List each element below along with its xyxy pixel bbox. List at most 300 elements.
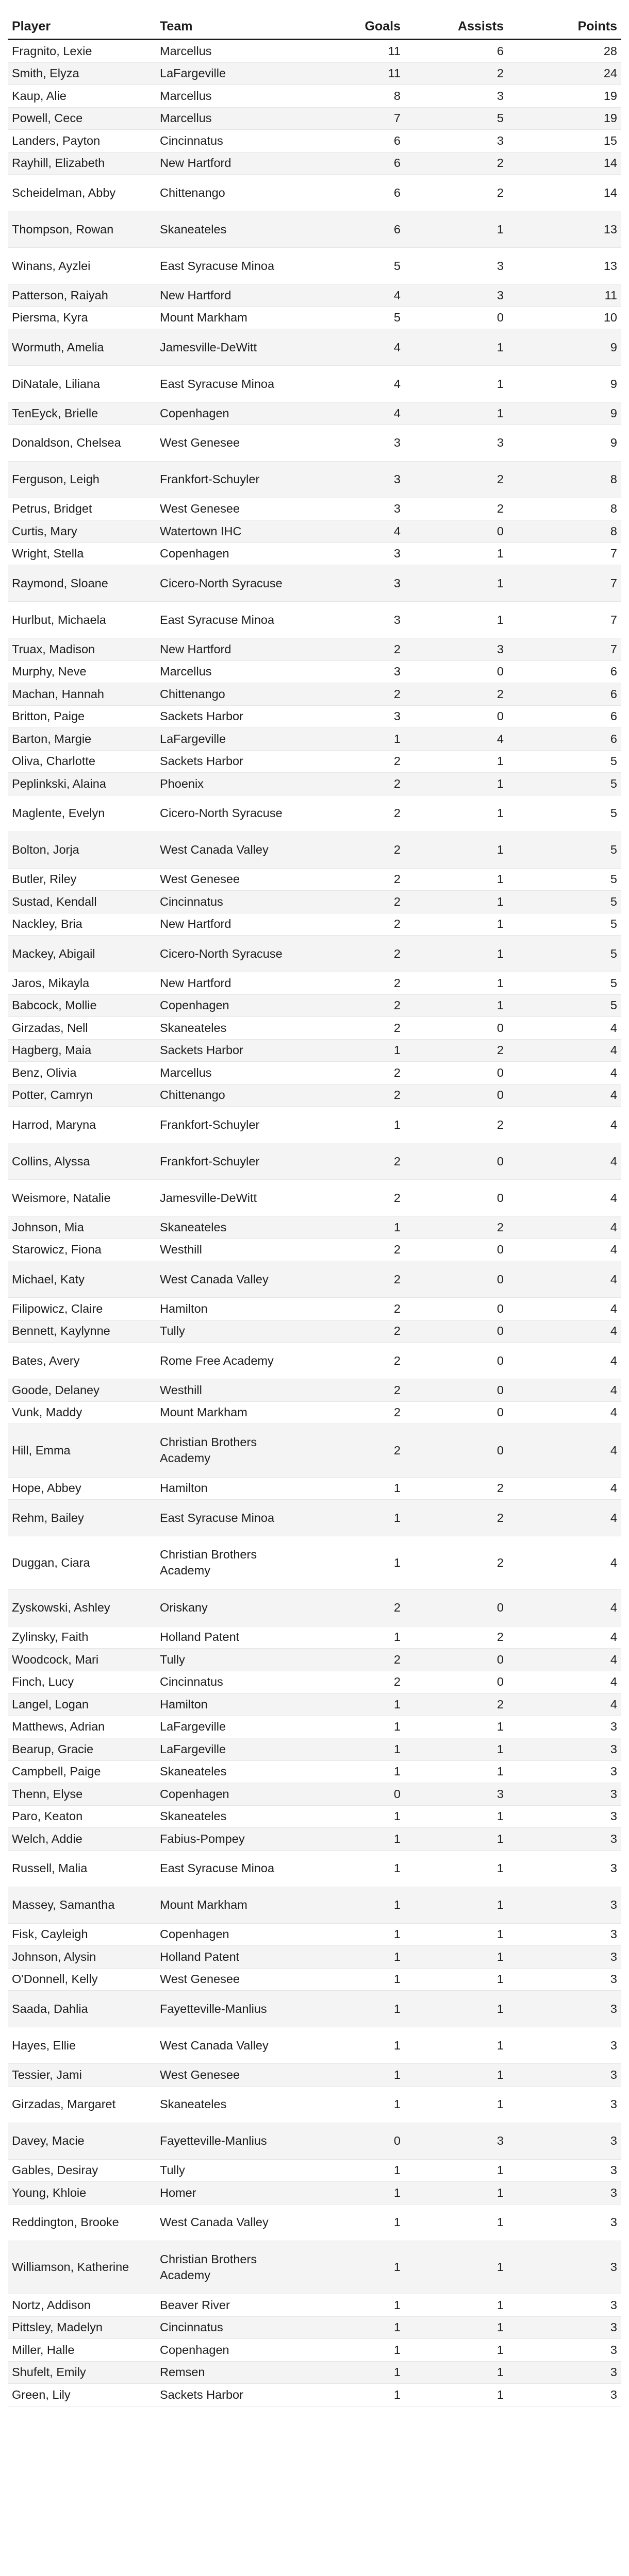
cell-goals: 2 xyxy=(393,776,401,790)
cell-points: 3 xyxy=(610,1787,617,1801)
cell-assists: 1 xyxy=(496,2298,504,2312)
cell-assists: 1 xyxy=(496,946,504,960)
cell-team: Cincinnatus xyxy=(160,2320,223,2334)
cell-assists: 0 xyxy=(496,709,504,723)
cell-player: Oliva, Charlotte xyxy=(12,754,95,768)
cell-points: 3 xyxy=(610,2067,617,2081)
cell-points: 19 xyxy=(603,111,617,125)
table-row xyxy=(8,1783,621,1806)
cell-points: 5 xyxy=(610,917,617,931)
cell-assists: 1 xyxy=(496,976,504,990)
cell-team: East Syracuse Minoa xyxy=(160,377,275,391)
cell-team: West Genesee xyxy=(160,872,240,886)
cell-goals: 3 xyxy=(393,613,401,626)
cell-player: Welch, Addie xyxy=(12,1832,82,1845)
table-row xyxy=(8,1017,621,1040)
cell-goals: 1 xyxy=(393,2185,401,2199)
cell-points: 8 xyxy=(610,472,617,486)
cell-team: Tully xyxy=(160,1652,185,1666)
cell-goals: 1 xyxy=(393,1927,401,1941)
cell-team: New Hartford xyxy=(160,642,231,656)
cell-team: West Canada Valley xyxy=(160,2038,269,2052)
cell-points: 3 xyxy=(610,1742,617,1756)
cell-team: Sackets Harbor xyxy=(160,1043,243,1057)
cell-assists: 3 xyxy=(496,133,504,147)
cell-player: Bates, Avery xyxy=(12,1353,80,1367)
cell-team: Chittenango xyxy=(160,1088,225,1102)
cell-team: Watertown IHC xyxy=(160,524,242,538)
cell-points: 7 xyxy=(610,613,617,626)
cell-goals: 6 xyxy=(393,185,401,199)
stats-table xyxy=(8,14,621,2406)
cell-assists: 1 xyxy=(496,2365,504,2379)
cell-player: Wormuth, Amelia xyxy=(12,340,104,354)
table-row xyxy=(8,638,621,661)
cell-assists: 0 xyxy=(496,311,504,325)
cell-assists: 0 xyxy=(496,1301,504,1315)
cell-team: Oriskany xyxy=(160,1601,208,1614)
cell-team: New Hartford xyxy=(160,156,231,170)
header-team[interactable]: Team xyxy=(160,19,193,33)
cell-team: Skaneateles xyxy=(160,2097,227,2111)
cell-points: 3 xyxy=(610,1898,617,1911)
cell-goals: 1 xyxy=(393,1861,401,1875)
cell-player: Finch, Lucy xyxy=(12,1675,74,1689)
cell-team: Cincinnatus xyxy=(160,1675,223,1689)
cell-points: 4 xyxy=(610,1443,617,1457)
cell-assists: 2 xyxy=(496,502,504,516)
cell-team: Fayetteville-Manlius xyxy=(160,2134,267,2147)
cell-assists: 0 xyxy=(496,1154,504,1168)
cell-goals: 1 xyxy=(393,2387,401,2401)
cell-player: Shufelt, Emily xyxy=(12,2365,86,2379)
cell-goals: 1 xyxy=(393,1117,401,1131)
cell-team: Mount Markham xyxy=(160,311,247,325)
table-row xyxy=(8,1693,621,1716)
cell-player: Maglente, Evelyn xyxy=(12,806,105,820)
cell-points: 13 xyxy=(603,222,617,236)
cell-player: Murphy, Neve xyxy=(12,665,87,679)
cell-assists: 3 xyxy=(496,2134,504,2147)
table-row xyxy=(8,936,621,972)
cell-team: Holland Patent xyxy=(160,1950,240,1963)
table-row xyxy=(8,248,621,284)
cell-points: 4 xyxy=(610,1697,617,1711)
cell-team: Copenhagen xyxy=(160,547,229,561)
cell-team: Cicero-North Syracuse xyxy=(160,946,283,960)
cell-team: Christian Brothers Academy xyxy=(160,2252,257,2282)
cell-team: Marcellus xyxy=(160,665,212,679)
cell-goals: 4 xyxy=(393,524,401,538)
cell-assists: 5 xyxy=(496,111,504,125)
cell-player: Johnson, Mia xyxy=(12,1220,84,1234)
cell-assists: 2 xyxy=(496,1117,504,1131)
header-assists[interactable]: Assists xyxy=(458,19,504,33)
cell-assists: 1 xyxy=(496,2320,504,2334)
table-row xyxy=(8,130,621,152)
table-row xyxy=(8,1649,621,1671)
cell-assists: 1 xyxy=(496,1765,504,1778)
cell-player: Powell, Cece xyxy=(12,111,83,125)
cell-assists: 1 xyxy=(496,872,504,886)
cell-goals: 1 xyxy=(393,1898,401,1911)
cell-assists: 0 xyxy=(496,1191,504,1205)
cell-team: Remsen xyxy=(160,2365,205,2379)
cell-player: Wright, Stella xyxy=(12,547,84,561)
cell-assists: 1 xyxy=(496,2260,504,2274)
cell-points: 3 xyxy=(610,2185,617,2199)
cell-team: Phoenix xyxy=(160,776,204,790)
cell-goals: 2 xyxy=(393,894,401,908)
table-row xyxy=(8,498,621,521)
table-row xyxy=(8,565,621,602)
cell-goals: 5 xyxy=(393,259,401,273)
cell-assists: 1 xyxy=(496,2002,504,2015)
cell-assists: 0 xyxy=(496,1601,504,1614)
cell-points: 11 xyxy=(604,288,617,302)
table-row xyxy=(8,366,621,402)
cell-team: Jamesville-DeWitt xyxy=(160,340,257,354)
cell-assists: 1 xyxy=(496,843,504,856)
table-row xyxy=(8,2182,621,2205)
table-row xyxy=(8,211,621,248)
cell-team: West Genesee xyxy=(160,2067,240,2081)
cell-points: 7 xyxy=(610,642,617,656)
table-row xyxy=(8,402,621,425)
cell-goals: 2 xyxy=(393,1405,401,1419)
cell-goals: 2 xyxy=(393,1191,401,1205)
cell-player: DiNatale, Liliana xyxy=(12,377,101,391)
table-row xyxy=(8,1084,621,1107)
cell-assists: 3 xyxy=(496,288,504,302)
cell-assists: 0 xyxy=(496,1272,504,1286)
table-row xyxy=(8,2294,621,2317)
cell-goals: 2 xyxy=(393,1301,401,1315)
cell-player: Hope, Abbey xyxy=(12,1481,81,1495)
cell-assists: 1 xyxy=(496,2185,504,2199)
cell-goals: 2 xyxy=(393,917,401,931)
table-row xyxy=(8,1320,621,1343)
cell-assists: 1 xyxy=(496,754,504,768)
cell-assists: 6 xyxy=(496,44,504,58)
table-row xyxy=(8,2160,621,2182)
cell-goals: 0 xyxy=(393,1787,401,1801)
cell-goals: 0 xyxy=(393,2134,401,2147)
table-row xyxy=(8,2339,621,2362)
table-row xyxy=(8,1379,621,1402)
cell-goals: 1 xyxy=(393,1697,401,1711)
cell-points: 4 xyxy=(610,1043,617,1057)
cell-goals: 4 xyxy=(393,406,401,420)
cell-goals: 1 xyxy=(393,2260,401,2274)
cell-team: Skaneateles xyxy=(160,1765,227,1778)
cell-player: TenEyck, Brielle xyxy=(12,406,98,420)
cell-player: Pittsley, Madelyn xyxy=(12,2320,103,2334)
cell-goals: 2 xyxy=(393,1272,401,1286)
cell-player: Paro, Keaton xyxy=(12,1809,83,1823)
table-row xyxy=(8,1991,621,2027)
cell-goals: 1 xyxy=(393,1220,401,1234)
cell-assists: 1 xyxy=(496,377,504,391)
cell-goals: 2 xyxy=(393,642,401,656)
cell-assists: 1 xyxy=(496,1861,504,1875)
cell-goals: 1 xyxy=(393,2163,401,2177)
table-row xyxy=(8,2123,621,2160)
cell-player: Benz, Olivia xyxy=(12,1065,77,1079)
cell-points: 4 xyxy=(610,1088,617,1102)
table-row xyxy=(8,913,621,936)
cell-goals: 2 xyxy=(393,1021,401,1035)
cell-goals: 2 xyxy=(393,998,401,1012)
cell-goals: 4 xyxy=(393,340,401,354)
cell-points: 14 xyxy=(603,185,617,199)
cell-points: 9 xyxy=(610,340,617,354)
cell-assists: 3 xyxy=(496,89,504,103)
table-row xyxy=(8,773,621,795)
cell-team: Copenhagen xyxy=(160,1787,229,1801)
cell-goals: 2 xyxy=(393,1065,401,1079)
cell-assists: 1 xyxy=(496,2067,504,2081)
cell-assists: 2 xyxy=(496,1697,504,1711)
header-goals[interactable]: Goals xyxy=(365,19,401,33)
cell-assists: 1 xyxy=(496,2215,504,2229)
cell-team: Skaneateles xyxy=(160,1021,227,1035)
header-player[interactable]: Player xyxy=(12,19,51,33)
cell-player: Rayhill, Elizabeth xyxy=(12,156,105,170)
table-row xyxy=(8,1828,621,1851)
cell-team: Hamilton xyxy=(160,1301,208,1315)
cell-assists: 1 xyxy=(496,998,504,1012)
cell-points: 5 xyxy=(610,872,617,886)
table-row xyxy=(8,1216,621,1239)
cell-assists: 1 xyxy=(496,806,504,820)
cell-assists: 1 xyxy=(496,2343,504,2357)
table-row xyxy=(8,1424,621,1478)
cell-goals: 2 xyxy=(393,872,401,886)
cell-points: 3 xyxy=(610,2038,617,2052)
table-row xyxy=(8,1626,621,1649)
cell-assists: 0 xyxy=(496,1383,504,1397)
cell-goals: 2 xyxy=(393,1088,401,1102)
cell-points: 3 xyxy=(610,2343,617,2357)
table-row xyxy=(8,972,621,995)
cell-points: 9 xyxy=(610,406,617,420)
cell-team: Fayetteville-Manlius xyxy=(160,2002,267,2015)
cell-points: 4 xyxy=(610,1324,617,1338)
cell-team: Copenhagen xyxy=(160,998,229,1012)
table-row xyxy=(8,2087,621,2123)
cell-team: Cincinnatus xyxy=(160,894,223,908)
cell-goals: 2 xyxy=(393,1601,401,1614)
cell-points: 10 xyxy=(603,311,617,325)
cell-points: 4 xyxy=(610,1021,617,1035)
table-row xyxy=(8,2064,621,2087)
cell-player: Bearup, Gracie xyxy=(12,1742,94,1756)
table-row xyxy=(8,2317,621,2340)
cell-player: Gables, Desiray xyxy=(12,2163,98,2177)
cell-team: Tully xyxy=(160,2163,185,2177)
cell-player: Sustad, Kendall xyxy=(12,894,97,908)
cell-assists: 2 xyxy=(496,1481,504,1495)
cell-player: Butler, Riley xyxy=(12,872,77,886)
table-row xyxy=(8,891,621,913)
table-row xyxy=(8,543,621,566)
cell-goals: 4 xyxy=(393,377,401,391)
cell-player: Campbell, Paige xyxy=(12,1765,101,1778)
cell-player: Starowicz, Fiona xyxy=(12,1243,102,1257)
cell-goals: 1 xyxy=(393,2320,401,2334)
cell-assists: 4 xyxy=(496,732,504,745)
table-row xyxy=(8,869,621,891)
cell-points: 5 xyxy=(610,843,617,856)
cell-assists: 0 xyxy=(496,1021,504,1035)
cell-goals: 1 xyxy=(393,1832,401,1845)
table-row xyxy=(8,520,621,543)
table-row xyxy=(8,1851,621,1887)
cell-goals: 2 xyxy=(393,976,401,990)
cell-player: O'Donnell, Kelly xyxy=(12,1972,98,1986)
cell-assists: 0 xyxy=(496,524,504,538)
cell-team: West Genesee xyxy=(160,436,240,449)
table-row xyxy=(8,1478,621,1500)
cell-points: 3 xyxy=(610,1832,617,1845)
cell-team: Mount Markham xyxy=(160,1405,247,1419)
cell-points: 4 xyxy=(610,1243,617,1257)
cell-goals: 1 xyxy=(393,1555,401,1569)
header-points[interactable]: Points xyxy=(577,19,617,33)
cell-team: Beaver River xyxy=(160,2298,230,2312)
cell-player: Girzadas, Nell xyxy=(12,1021,88,1035)
cell-assists: 2 xyxy=(496,1511,504,1524)
cell-player: Collins, Alyssa xyxy=(12,1154,90,1168)
cell-player: Raymond, Sloane xyxy=(12,576,108,590)
table-body xyxy=(8,40,621,2406)
cell-player: Langel, Logan xyxy=(12,1697,89,1711)
cell-goals: 1 xyxy=(393,1630,401,1644)
cell-team: Holland Patent xyxy=(160,1630,240,1644)
cell-goals: 11 xyxy=(388,66,401,80)
cell-team: LaFargeville xyxy=(160,732,226,745)
cell-points: 6 xyxy=(610,732,617,745)
table-row xyxy=(8,284,621,307)
table-row xyxy=(8,425,621,462)
cell-points: 4 xyxy=(610,1630,617,1644)
cell-assists: 1 xyxy=(496,1809,504,1823)
cell-team: Mount Markham xyxy=(160,1898,247,1911)
table-row xyxy=(8,1671,621,1694)
cell-player: Filipowicz, Claire xyxy=(12,1301,103,1315)
cell-player: Donaldson, Chelsea xyxy=(12,436,121,449)
cell-team: West Genesee xyxy=(160,502,240,516)
cell-points: 4 xyxy=(610,1301,617,1315)
cell-goals: 11 xyxy=(388,44,401,58)
table-row xyxy=(8,462,621,498)
table-row xyxy=(8,832,621,869)
table-row xyxy=(8,1143,621,1180)
cell-assists: 1 xyxy=(496,776,504,790)
cell-assists: 2 xyxy=(496,156,504,170)
cell-team: Copenhagen xyxy=(160,2343,229,2357)
cell-goals: 3 xyxy=(393,502,401,516)
cell-player: Truax, Madison xyxy=(12,642,95,656)
cell-player: Fragnito, Lexie xyxy=(12,44,92,58)
cell-points: 4 xyxy=(610,1191,617,1205)
cell-team: Frankfort-Schuyler xyxy=(160,472,260,486)
cell-player: Bennett, Kaylynne xyxy=(12,1324,110,1338)
cell-player: Nackley, Bria xyxy=(12,917,82,931)
cell-assists: 3 xyxy=(496,436,504,449)
cell-points: 7 xyxy=(610,576,617,590)
cell-team: East Syracuse Minoa xyxy=(160,1511,275,1524)
cell-player: Williamson, Katherine xyxy=(12,2260,129,2274)
table-row xyxy=(8,1261,621,1298)
cell-goals: 3 xyxy=(393,709,401,723)
cell-goals: 1 xyxy=(393,1511,401,1524)
table-row xyxy=(8,683,621,706)
cell-team: Westhill xyxy=(160,1243,202,1257)
cell-goals: 8 xyxy=(393,89,401,103)
cell-team: New Hartford xyxy=(160,288,231,302)
cell-team: Fabius-Pompey xyxy=(160,1832,245,1845)
cell-points: 4 xyxy=(610,1555,617,1569)
cell-goals: 1 xyxy=(393,2002,401,2015)
cell-player: Harrod, Maryna xyxy=(12,1117,96,1131)
cell-team: West Canada Valley xyxy=(160,2215,269,2229)
cell-team: Skaneateles xyxy=(160,1220,227,1234)
cell-goals: 1 xyxy=(393,2298,401,2312)
cell-assists: 1 xyxy=(496,576,504,590)
cell-points: 9 xyxy=(610,436,617,449)
cell-player: Reddington, Brooke xyxy=(12,2215,119,2229)
cell-team: East Syracuse Minoa xyxy=(160,613,275,626)
table-row xyxy=(8,2241,621,2295)
cell-points: 5 xyxy=(610,754,617,768)
cell-goals: 3 xyxy=(393,472,401,486)
cell-goals: 2 xyxy=(393,1675,401,1689)
cell-points: 5 xyxy=(610,894,617,908)
cell-assists: 1 xyxy=(496,1742,504,1756)
cell-assists: 0 xyxy=(496,1675,504,1689)
cell-player: Duggan, Ciara xyxy=(12,1555,90,1569)
cell-points: 5 xyxy=(610,806,617,820)
cell-player: Weismore, Natalie xyxy=(12,1191,111,1205)
table-row xyxy=(8,1298,621,1320)
cell-assists: 1 xyxy=(496,894,504,908)
cell-goals: 1 xyxy=(393,2067,401,2081)
cell-player: Britton, Paige xyxy=(12,709,85,723)
cell-goals: 1 xyxy=(393,1972,401,1986)
cell-goals: 1 xyxy=(393,1809,401,1823)
table-row xyxy=(8,1343,621,1379)
cell-player: Johnson, Alysin xyxy=(12,1950,96,1963)
cell-player: Hagberg, Maia xyxy=(12,1043,92,1057)
table-row xyxy=(8,1062,621,1084)
cell-player: Peplinkski, Alaina xyxy=(12,776,106,790)
cell-assists: 1 xyxy=(496,2163,504,2177)
cell-goals: 2 xyxy=(393,1154,401,1168)
cell-player: Kaup, Alie xyxy=(12,89,67,103)
cell-player: Michael, Katy xyxy=(12,1272,85,1286)
cell-player: Thenn, Elyse xyxy=(12,1787,83,1801)
cell-points: 7 xyxy=(610,547,617,561)
cell-assists: 1 xyxy=(496,340,504,354)
cell-points: 4 xyxy=(610,1383,617,1397)
cell-points: 3 xyxy=(610,1809,617,1823)
table-row xyxy=(8,63,621,86)
cell-team: Westhill xyxy=(160,1383,202,1397)
cell-team: LaFargeville xyxy=(160,1742,226,1756)
table-row xyxy=(8,40,621,63)
